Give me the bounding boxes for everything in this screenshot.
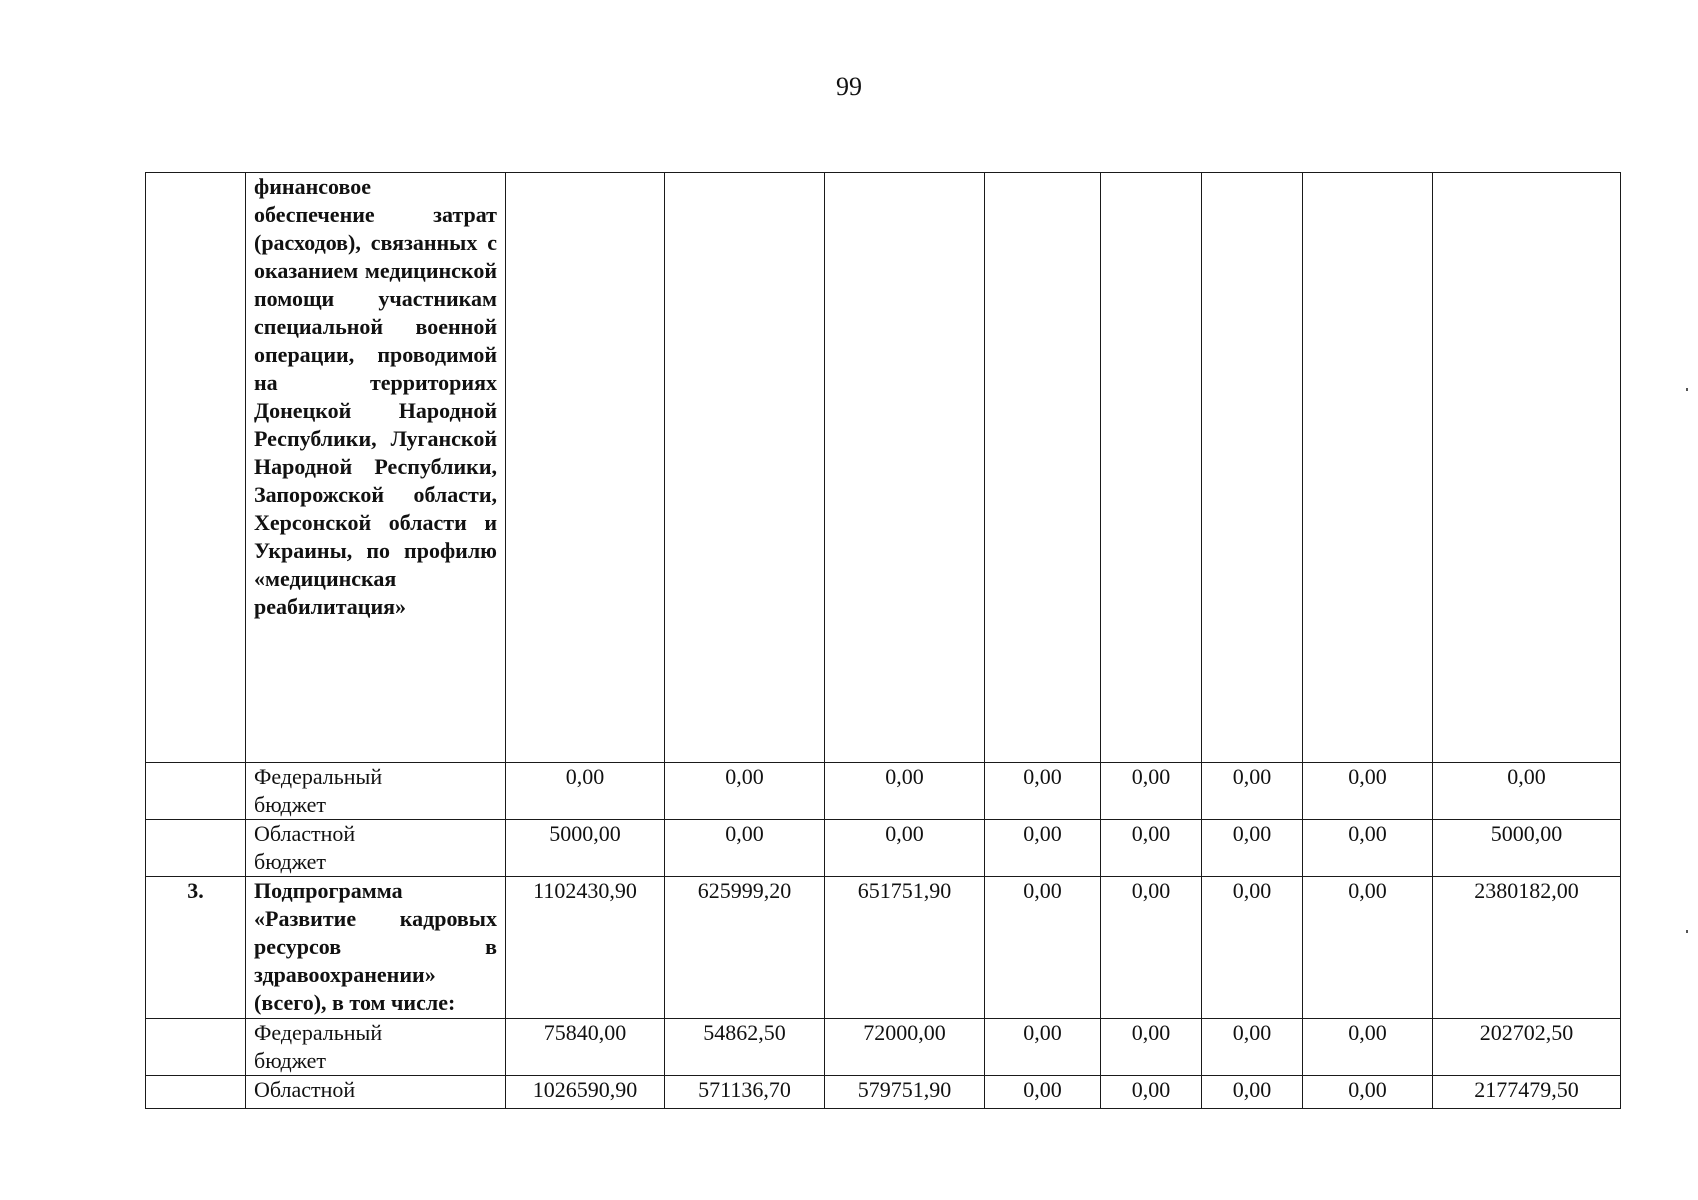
value-cell (1303, 173, 1433, 763)
page-number: 99 (836, 72, 862, 101)
row-name-cell: финансовое обеспечение затрат (расходов), связанных с оказанием медицинской помощи участникам специальной военной операции, проводимой на территориях Донецкой Народной Республики, Луганской Народной Республики, Запорожской области, Херсонской области и Украины, по профилю «медицинская реабилитация» (246, 173, 506, 763)
value-cell: 2380182,00 (1433, 877, 1621, 1019)
table-row (146, 1019, 1621, 1076)
row-name-cell: Подпрограмма «Развитие кадровых ресурсов в здравоохранении» (всего), в том числе: (246, 877, 506, 1019)
value-cell: 0,00 (985, 763, 1101, 820)
row-name-cell (246, 1076, 506, 1109)
value-cell: 0,00 (665, 820, 825, 877)
value-cell (985, 173, 1101, 763)
value-cell: 0,00 (825, 763, 985, 820)
value-cell: 202702,50 (1433, 1019, 1621, 1076)
value-cell: 0,00 (1101, 763, 1202, 820)
value-cell: 571136,70 (665, 1076, 825, 1109)
budget-label-line2: бюджет (254, 1048, 326, 1073)
value-cell: 0,00 (1202, 820, 1303, 877)
value-cell: 651751,90 (825, 877, 985, 1019)
budget-label-line2: бюджет (254, 849, 326, 874)
budget-label-line2: бюджет (254, 792, 326, 817)
budget-label-line1: Федеральный (254, 764, 383, 789)
value-cell: 2177479,50 (1433, 1076, 1621, 1109)
value-cell: 0,00 (985, 877, 1101, 1019)
table-row (146, 1076, 1621, 1109)
value-cell: 0,00 (1202, 877, 1303, 1019)
row-number-cell (146, 1076, 246, 1109)
row-number-cell (146, 763, 246, 820)
row-number-cell (146, 1019, 246, 1076)
budget-label-line1: Областной (254, 821, 356, 846)
value-cell: 0,00 (1101, 820, 1202, 877)
row-number-cell (146, 820, 246, 877)
table-row (146, 763, 1621, 820)
value-cell: 0,00 (1202, 1019, 1303, 1076)
value-cell: 0,00 (1101, 1019, 1202, 1076)
value-cell (1101, 173, 1202, 763)
scan-speck (1686, 388, 1688, 391)
value-cell: 0,00 (1433, 763, 1621, 820)
budget-table (145, 172, 1621, 1109)
value-cell: 0,00 (506, 763, 665, 820)
value-cell: 5000,00 (1433, 820, 1621, 877)
value-cell: 54862,50 (665, 1019, 825, 1076)
value-cell (1202, 173, 1303, 763)
value-cell: 0,00 (1202, 763, 1303, 820)
value-cell: 0,00 (1303, 763, 1433, 820)
value-cell: 0,00 (985, 820, 1101, 877)
row-number-cell: 3. (146, 877, 246, 1019)
value-cell (825, 173, 985, 763)
value-cell: 0,00 (985, 1019, 1101, 1076)
value-cell: 0,00 (1101, 877, 1202, 1019)
value-cell: 1026590,90 (506, 1076, 665, 1109)
value-cell: 5000,00 (506, 820, 665, 877)
row-name-cell (246, 763, 506, 820)
value-cell (1433, 173, 1621, 763)
budget-label-line1: Федеральный (254, 1020, 383, 1045)
value-cell: 625999,20 (665, 877, 825, 1019)
row-name-cell (246, 820, 506, 877)
value-cell: 0,00 (1303, 1019, 1433, 1076)
value-cell (506, 173, 665, 763)
value-cell: 0,00 (1303, 820, 1433, 877)
budget-label-line1: Областной (254, 1077, 356, 1102)
value-cell: 72000,00 (825, 1019, 985, 1076)
value-cell: 0,00 (1202, 1076, 1303, 1109)
row-name-cell (246, 1019, 506, 1076)
row-number-cell (146, 173, 246, 763)
table-row (146, 173, 1621, 763)
value-cell: 579751,90 (825, 1076, 985, 1109)
value-cell: 75840,00 (506, 1019, 665, 1076)
value-cell: 1102430,90 (506, 877, 665, 1019)
value-cell: 0,00 (1303, 1076, 1433, 1109)
value-cell: 0,00 (1303, 877, 1433, 1019)
value-cell (665, 173, 825, 763)
value-cell: 0,00 (985, 1076, 1101, 1109)
value-cell: 0,00 (1101, 1076, 1202, 1109)
table-row (146, 877, 1621, 1019)
table-row (146, 820, 1621, 877)
value-cell: 0,00 (665, 763, 825, 820)
scan-speck (1686, 930, 1688, 933)
value-cell: 0,00 (825, 820, 985, 877)
